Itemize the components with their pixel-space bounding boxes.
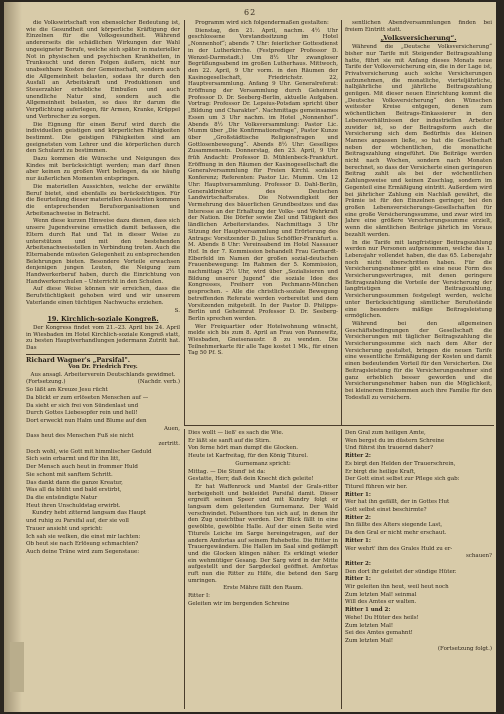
- col2-hotel-note: Wer Freiquartier oder Hotelwohnung wünscht, melde sich bis zum 8. April an Frau von Pannewitz, Wiesbaden, Gneisenaustr. 8 zu wenden. Die Teilnehmerkarte für alle Tage kostet 1 Mk., für einen Tag 50 Pf. S.: [188, 323, 338, 357]
- wagner-dedication: Aus ansagl. Arbeiterverein Deutschlands gewidmet.: [30, 371, 176, 378]
- stage-line-7: Gestatte, Herr, daß dein Knecht dich geleite!: [188, 476, 314, 483]
- verse-21: Ob heut sie nach Erlösung schmachten?: [26, 541, 139, 548]
- column-rule-1: [184, 20, 185, 425]
- verse-15: Da die entsündigte Natur: [26, 495, 98, 501]
- verse-2: Da blickt er zum erlöseten Menschen auf —: [26, 394, 149, 401]
- column-3: [345, 20, 492, 422]
- volksversicherung-heading: „Volksversicherung“.: [380, 34, 457, 43]
- dialog-line: schauen?: [465, 553, 492, 560]
- speaker-label: Ritter 2:: [345, 453, 371, 460]
- verse-13: Das dankt dann die ganze Kreatur,: [26, 479, 123, 486]
- verse-9: Doch wohl, wie Gott mit himmlischer Geduld: [26, 448, 152, 455]
- stage-direction: Er hat Waffenrock und Mantel der Grals-ritter herbeigeholt und bekleidet Parsifal damit. Dieser ergreift seinen Speer und mit Kundry folgt er langsam dem geleitenden Gurnemanz. Der Wald verschwindet. Felsenthore tun sich auf, in denen ihr den Zug unsichtbar werden. Der Blick fällt in eine gewölbte, gewölbte Halle. Auf der einen Seite wird Titurels Leiche im Sarge hereingetragen, auf der andern Amfortas auf seinem Ruhebette. Die Ritter in Trauergewändern. Die Hallen im Saal sind gedämpft und die Glocken klingen näher. Es erklingt wieder ein wehmütiger Gesang. Der Sarg wird in der Mitte aufgestellt und der Sargdeckel geöffnet. Amfortas ruft nun die Ritter zu Hilfe, die betend den Sarg umringen.: [188, 483, 338, 584]
- dialog-line: Wen bergst du im düstern Schreine: [345, 437, 445, 444]
- speaker-label: Ritter 2:: [345, 560, 371, 567]
- stage-line-2: Er läßt sie sanft auf die Stirn.: [188, 437, 271, 444]
- verse-12: Sie schont mit sanftem Schritt.: [26, 471, 113, 478]
- dialog-line: Zum letzten Mal! seinmal: [345, 591, 417, 598]
- wagner-author: Von Dr. Friedrich Frey.: [68, 364, 138, 371]
- stage-crowd: Erste Mähre fällt den Raum.: [223, 585, 303, 592]
- column-4: [188, 430, 338, 708]
- col1-para-4: Die materiellen Aussichten, welche der erwählte Beruf bietet, sind ebenfalls zu berücksichtigen. Für die Beurteilung dieser materiellen Aussichten kommen die entsprechenden Berufsorganisationen und Arbeitsnachweise in Betracht.: [26, 183, 180, 217]
- verse-1: So läßt am Kreuze Jesu rücht: [26, 387, 108, 394]
- stage-line-3: Von ferne hört man dumpf die Glocken.: [188, 445, 299, 452]
- col1-para-5: Wenn diese kurzen Hinweise dazu dienen, dass sich unsere Jugendvereine ernstlich damit befassen, die Eltern durch Rat und Tat in dieser Weise zu unterstützen und mit den bestehenden Arbeitsnachweisstellen in Verbindung treten. Auch die Elternabende müssten Gelegenheit zu entsprechenden Belehrungen bieten. Besondere Vorteile erwachsen denjenigen jungen Leuten, die Neigung zum Handwerkerberuf haben, durch die Einrichtung von Handwerkerschulen – Unterricht in den Schulen.: [26, 218, 180, 285]
- dialog-line: Wer hat ihn gefällt, der in Gottes Hut: [345, 499, 450, 506]
- col3-para-3: Während bei den allgemeinen Geschäftsbedingungen der Gesellschaft die Versicherungen mit täglicher Beitragszahlung die Versicherungssumme sich nach dem Alter der Versicherung gestaltet, bringen die neuen Tarife eine wesentliche Ermäßigung der Kosten und damit einen bedeutenden Vorteil für den Versicherten. Die Beitragsleistung für die Versicherungsnehmer sind ganz erheblich besser geworden und die Versicherungsnehmer haben nun die Möglichkeit, bei kleinerem Einkommen auch ihre Familie für den Todesfall zu versichern.: [345, 320, 492, 401]
- col1-para-1: die Volkswirtschaft von ebensolcher Bedeutung ist, wie die Gesundheit und körperliche Kräftigung der Einzelnen für die Volksgesundheit. Während andererseits die schädlichen Wirkungen der Wahl ungeeigneter Berufe, welche sich später in materieller Not in physischen und psychischen Krankheiten, in Trunksucht und deren Folgen äußern, nicht nur unabsehbare Kosten der Gemeinschaft, sondern auch die Allgemeinheit belasten, sodass ihr durch den Ausfall an Arbeitskraft und Produktionen und Steuerzahler erhebliche Einbußen und auch unendliche Natur sind, sondern auch die Allgemeinheit belasten, so dass ihr darum die Verpflichtung auferlegen, für Armen, Kranke, Krüppel und Verbrecher zu sorgen.: [26, 20, 180, 120]
- stage-speaker: Gurnemanz spricht:: [235, 460, 291, 467]
- verse-10: Sich sein erbarmt und für ihn litt,: [26, 456, 121, 463]
- dialog-line: Den dort ihr geleitet der sündige Hüter.: [345, 568, 457, 575]
- verse-11: Der Mensch auch heut in frommer Huld: [26, 464, 138, 471]
- verse-6: Auen,: [163, 425, 180, 432]
- col1-signature: S.: [174, 307, 180, 314]
- dialog-line: Ihn fällte des Alters siegende Last,: [345, 522, 443, 529]
- dialog-line: Gott selbst einst beschirmte?: [345, 507, 427, 514]
- column-2: [188, 20, 338, 422]
- column-1: [26, 20, 180, 710]
- kongress-heading: 19. Kirchlich-soziale Kongreß.: [47, 315, 159, 324]
- continued-note: (Fortsetzung folgt.): [437, 645, 492, 652]
- kongress-text: Der Kongress findet vom 21.–23. April bis 24. April in Wiesbaden im Hotel Kirchlich-soziale Kongreß statt, zu besten Hauptverhandlungen jedermann Zutritt hat. Das: [26, 324, 180, 352]
- dialog-line: Wer wehrt' ihm des Grales Huld zu er-: [345, 545, 453, 552]
- col3-intro: sentlichen Abendversammlungen finden bei freiem Eintritt statt.: [345, 20, 492, 33]
- column-rule-2: [341, 20, 342, 425]
- dialog-line: Den Gral zum heiligen Amte,: [345, 430, 426, 436]
- verse-7: Dass heut des Menschen Fuß sie nicht: [26, 433, 134, 440]
- dialog-line: Der Gott einst selbst zur Pflege sich gab:: [345, 476, 460, 483]
- speaker-label: Ritter 1:: [345, 576, 371, 583]
- speaker-label: Ritter 2:: [345, 514, 371, 521]
- stage-line-1: Dies wollt — ließ' es sach die Wie.: [188, 430, 284, 436]
- verse-17: Kundry hebt zitternd langsam das Haupt: [32, 510, 147, 517]
- page-number: 62: [244, 8, 257, 17]
- wagner-continued: (Fortsetzung.) (Nachdr. verb.): [26, 379, 180, 386]
- verse-5: Dort erweckt nun Halm und Blume auf den: [26, 417, 147, 424]
- newspaper-page: [4, 2, 496, 712]
- dialog-line: Wehe! Du Hüter des heils!: [345, 614, 419, 621]
- dialog-line: Sei des Amtes gemahnt!: [345, 630, 413, 637]
- verse-20: Ich sah sie welken, die einst mir lachten:: [26, 533, 141, 540]
- section-rule: [184, 425, 494, 426]
- verse-4: Durch Gottes Liebesopfer rein und hell!: [26, 410, 138, 417]
- stage-line-6: Mittag. — Die Stund' ist da:: [188, 468, 266, 475]
- binding-shadow: [4, 2, 22, 712]
- col1-para-6: Auf diese Weise können wir erreichen, dass die Berufstüchtigkeit gehoben wird und wir unserem Vaterlande einen tüchtigen Nachwuchs erziehen.: [26, 286, 180, 306]
- wagner-title: Richard Wagner's „Parsifal".: [26, 356, 131, 365]
- stage-line-4: Heute ist Karfreitag, für den König Titurel.: [188, 453, 308, 460]
- dialog-line: Will des Amtes er walten.: [345, 599, 417, 606]
- column-rule-4: [341, 429, 342, 709]
- dialog-line: Wir geleiten ihn heut, weil heut noch: [345, 584, 449, 591]
- dialog-line: Und führst ihn trauernd daher?: [345, 445, 434, 452]
- ritter-1-line: Geleiten wir im bergenden Schreine: [188, 600, 290, 607]
- verse-18: und ruhig zu Parsifal auf, der sie voll: [26, 518, 129, 525]
- dialog-line: Da den Gral er nicht mehr erschaut.: [345, 530, 447, 537]
- speaker-label: Ritter 1:: [345, 491, 371, 498]
- col1-para-3: Dazu kommen die Wünsche und Neigungen des Kindes mit berücksichtigt werden; man darf ihnen aber keinen zu großen Wert beilegen, da sie häufig nur äußerlichen Momenten entspringen.: [26, 156, 180, 183]
- col1-divider: [26, 354, 180, 355]
- col3-para-1: Während die „Deutsche Volksversicherung“ bisher nur Tarife mit Steigender Beitragszahlung hatte, führt sie mit Anfang dieses Monats neue Tarife der Volksversicherung ein, die in der Lage ist, Privatversicherung auch solche Versicherungen aufzunehmen, die monatliche, vierteljährliche, halbjährliche und jährliche Beitragszahlung genügen. Mit dieser neuen Einrichtung kommt die „Deutsche Volksversicherung“ den Wünschen weitester Kreise entgegen, denen zum wöchentlichen Beitrags-Einkassierer in den Lebensverhältnissen der industriellen Arbeiter zuwider ist, so der Beitragsform auch die Versicherung sich dem Bedürfnis des kleinen Mannes anpassen ließe, so hat die Gesellschaft neben der wöchentlichen, die monatliche Beitragszahlung eingeführt. Die Beiträge werden nicht nach Wochen, sondern nach Monaten berechnet, so dass der Versicherte einen geringeren Beitrag zahlt als bei der wöchentlichen Zahlungsweise und keinen Zuschlag, sondern im Gegenteil eine Ermäßigung eintritt. Außerdem wird bei jährlicher Zahlung ein Nachlaß gewährt, die Prämie ist für den Einzelnen geringer, bei den großen Lebensversicherungs-Gesellschaften für eine große Versicherungssumme, und zwar wird im Jahre eine größere Versicherungssumme erzielt, wenn die sämtlichen Beiträge jährlich im Voraus bezahlt werden.: [345, 44, 492, 238]
- col2-para-2: Dienstag, den 21. April, nachm. 4½ Uhr geschlossene Vorstandssitzung im Hotel „Nonnenhof“; abends 7 Uhr: feierlicher Gottesdienst in der Lutherkirche. (Festprediger Professor D. Wenzel-Darmstadt.) Um 8½ Uhr zwangloser Begrüßungsabend im großen Lutherhaus. Mittwoch, den 22. April, 9 Uhr vorm. in den Räumen der Kasinogesellschaft, Friedrichstr. 22, Hauptversammlung. Anfang 9 Uhr. Generalreferat: Eröffnung der Versammlung durch Geheimrat Professor D. Dr. Seeberg-Berlin, aktuelle Aufgaben. Vortrag: Professor Dr. Lepsius-Potsdam spricht über „Bildung und Charakter“. Nachmittags gemeinsames Essen um 3 Uhr nachm. im Hotel „Nonnenhof“. Abends 8½ Uhr Volksversammlung: Pastor Lic. Mumm über „Die Konfirmationsfrage“, Pastor Kunze über „Großstädtische Religionsfragen und Gottlosenbewegung“. Abends 8½ Uhr: Geselliges Zusammensein. Donnerstag, den 23. April, 9 Uhr früh Andacht: Professor D. Mühlenbeck-Frankfurt. Eröffnung in den Räumen der Kasinogesellschaft die Generalversammlung für Freien Kirchl. sozialen Konferenz; Referenten: Pastor Lic. Mumm. Um 12 Uhr: Hauptversammlung. Professor D. Dahl-Berlin, Generaldirektor des Deutschen Landwirtschaftsrates. Die Notwendigkeit der Vermehrung des bäuerlichen Grundbesitzes und das Interesse an der Erhaltung der Volks- und Wehrkraft der Nation. Die Dörfer sowie Ziel und Tätigkeit des ländlichen Arbeiterstandes. Nachmittags 3 Uhr Sitzung der Hauptversammlung und Erörterung des Antrags: Vorsitzender D. Julius Schöffler-Frankfurt a. M. Abends 8 Uhr: Vereinsabend im Hotel Nassauer Hof. In der 7. Kommission behandelt Frau Gerhardt-Elberfeld im Namen der großen sozial-deutschen Frauenbewegung: Im Rahmen der 5. Kommission, nachmittags 2½ Uhr, wird über „Sozialisieren und Bildung unserer Jugend“ die soziale Idee des Kongresses, Freiherr von Pechmann-München gesprochen. – Alle die christlich-soziale Bewegung betreffenden Referate werden vorbereitet und dem Vorsitzenden mitgeteilt. In der Pastor D. Philipps-Berlin und Geheimrat Professor D. Dr. Seeberg-Berlin sprechen werden.: [188, 27, 338, 322]
- page-tab: [10, 642, 24, 692]
- verse-8: zertritt.: [158, 441, 180, 448]
- col1-para-2: Die Eignung für einen Beruf wird durch die individuellen geistigen und körperlichen Fähigkeiten bestimmt. Die geistigen Fähigkeiten sind am geeignetsten vom Lehrer und die körperlichen durch den Schularzt zu bestimmen.: [26, 121, 180, 155]
- verse-16: Heut ihren Unschuldstag erwirbt.: [26, 502, 121, 509]
- verse-22: Auch deine Träne wird zum Segenstaue:: [26, 548, 140, 555]
- speaker-label: Ritter 1 und 2:: [345, 607, 391, 614]
- col3-para-2: In die Tarife mit langfristiger Beitragszahlung werden nur Personen aufgenommen, welche das 1. Lebensjahr vollendet haben, die das 65. Lebensjahr noch nicht überschritten haben. Für die Versicherungsnehmer gibt es eine neue Form des Versicherungsvertrages, mit denen geringere Beitragszahlung die Vorteile der Versicherung der langfristigen Beitragszahlung, Versicherungssummen festgelegt werden, welche unter Berücksichtigung sämtlicher Berufsstände eine besonders mäßige Beitragsleistung ermöglichen.: [345, 239, 492, 320]
- verse-19: Trauer ansieht und spricht:: [26, 525, 103, 532]
- verse-3: Da sieht er sich frei von Sündenlast und: [26, 402, 139, 409]
- dialog-line: Zum letzten Mal!: [345, 637, 394, 644]
- ritter-1-label: Ritter I:: [188, 593, 210, 600]
- column-rule-3: [184, 429, 185, 709]
- dialog-line: Es birgt den Helden der Trauerschrein,: [345, 460, 456, 467]
- speaker-label: Ritter 1:: [345, 537, 371, 544]
- col2-para-1: Programm wird sich folgendermaßen gestalten:: [195, 20, 329, 26]
- dialog-line: Zum letzten Mal!: [345, 622, 394, 629]
- column-5: [345, 430, 492, 708]
- dialog-line: Er birgt die heilige Kraft,: [345, 468, 416, 475]
- dialog-line: Titurel führen wir her.: [345, 483, 408, 490]
- verse-14: Was all da blüht und bald erstirbt,: [26, 487, 122, 494]
